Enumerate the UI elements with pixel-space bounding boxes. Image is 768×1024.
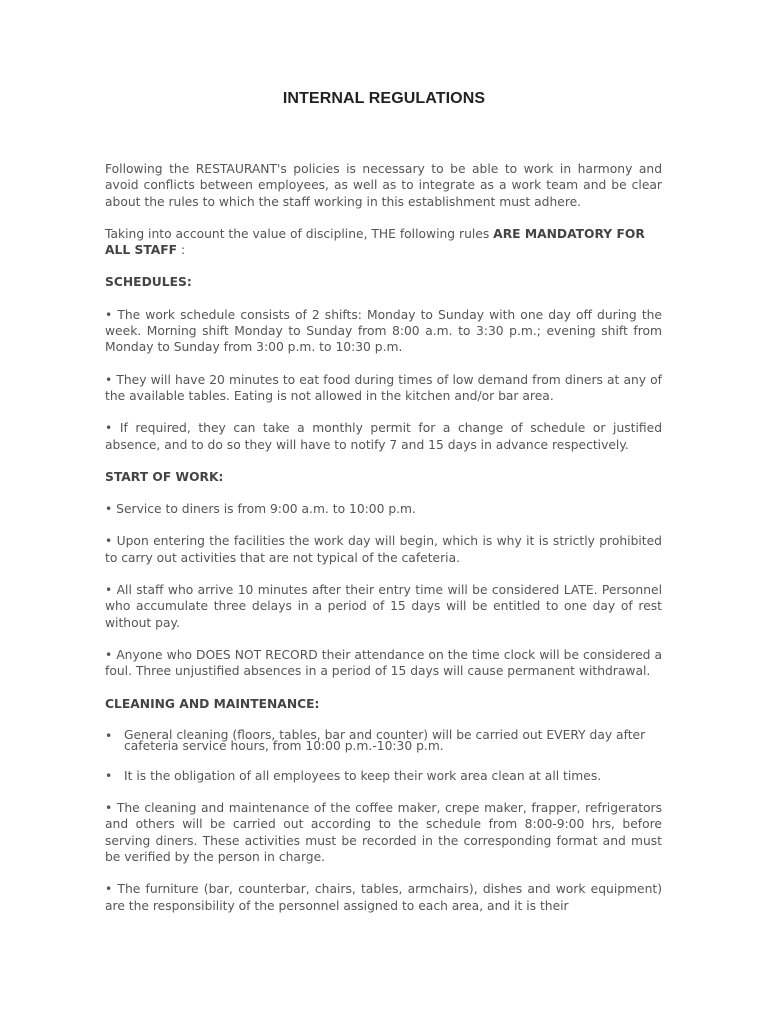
bullet-icon: • — [105, 728, 113, 743]
discipline-suffix: : — [177, 243, 186, 258]
schedules-item: • They will have 20 minutes to eat food during times of low demand from diners at any of the available tables. Eating is not allowed in the kitchen and/or bar area. — [105, 372, 662, 403]
intro-paragraph: Following the RESTAURANT's policies is necessary to be able to work in harmony and avoid conflicts between employees, as well as to integrate as a work team and be clear about the rules to which the staff working in this establishment must adhere. — [105, 162, 662, 209]
discipline-paragraph — [105, 226, 662, 259]
schedules-item: • If required, they can take a monthly permit for a change of schedule or justified absence, and to do so they will have to notify 7 and 15 days in advance respectively. — [105, 421, 662, 452]
mandatory-emphasis: ARE MANDATORY FOR ALL STAFF — [105, 226, 645, 258]
bullet-icon: • — [105, 768, 113, 783]
document-body — [105, 161, 662, 914]
cleaning-list-text: It is the obligation of all employees to keep their work area clean at all times. — [124, 768, 602, 783]
schedules-item: • The work schedule consists of 2 shifts: Monday to Sunday with one day off during the week. Morning shift Monday to Sunday from 8:00 a.m. to 3:30 p.m.; evening shift from Monday to Sunday from 3:00 p.m. to 10:30 p.m. — [105, 307, 662, 355]
cleaning-heading: CLEANING AND MAINTENANCE: — [105, 696, 320, 711]
start-of-work-item: • Service to diners is from 9:00 a.m. to 10:00 p.m. — [105, 502, 416, 517]
start-of-work-heading: START OF WORK: — [105, 469, 224, 484]
discipline-text: Taking into account the value of discipline, THE following rules — [105, 226, 494, 241]
cleaning-item: • The furniture (bar, counterbar, chairs, tables, armchairs), dishes and work equipment) are the responsibility of the personnel assigned to each area, and it is their — [105, 882, 662, 913]
start-of-work-item: • Upon entering the facilities the work day will begin, which is why it is strictly prohibited to carry out activities that are not typical of the cafeteria. — [105, 534, 662, 565]
cleaning-list-item — [105, 728, 662, 752]
schedules-heading: SCHEDULES: — [105, 275, 192, 290]
cleaning-list-item — [105, 768, 662, 784]
document-title: INTERNAL REGULATIONS — [282, 90, 486, 107]
cleaning-item: • The cleaning and maintenance of the coffee maker, crepe maker, frapper, refrigerators and others will be carried out according to the schedule from 8:00-9:00 hrs, before serving diners. These activities must be recorded in the corresponding format and must be verified by the person in charge. — [105, 801, 662, 865]
start-of-work-item: • Anyone who DOES NOT RECORD their attendance on the time clock will be considered a foul. Three unjustified absences in a period of 15 days will cause permanent withdrawal. — [105, 647, 662, 679]
cleaning-list-text: General cleaning (floors, tables, bar and counter) will be carried out EVERY day after cafeteria service hours, from 10:00 p.m.-10:30 p.m. — [124, 727, 646, 753]
start-of-work-item: • All staff who arrive 10 minutes after their entry time will be considered LATE. Personnel who accumulate three delays in a period of 15 days will be entitled to one day of rest without pay. — [105, 583, 662, 630]
